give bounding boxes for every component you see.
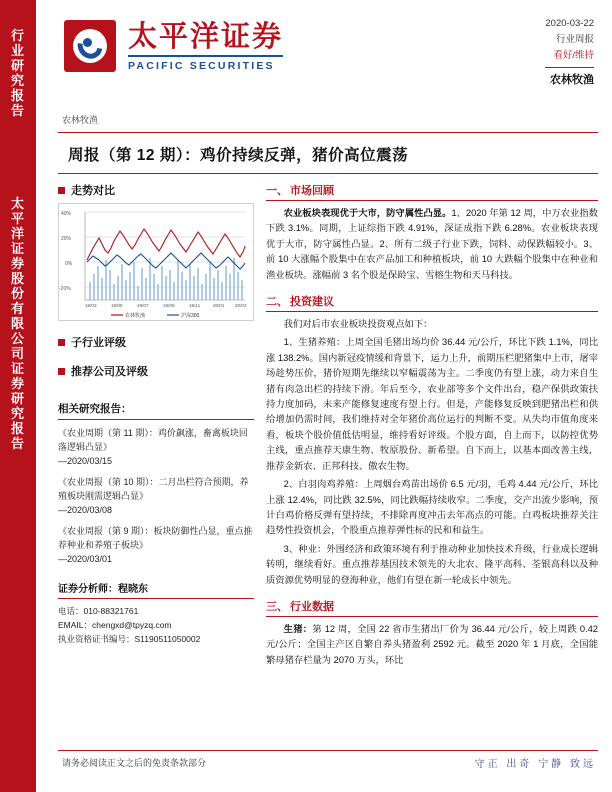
analyst-license: 执业资格证书编号：S1190511050002 xyxy=(58,634,201,644)
related-date: —2020/03/01 xyxy=(58,554,113,564)
paragraph: 3、种业：外围经济和政策环境有利于推动种业加快技术升级，行业成长逻辑转明，继续看好。重点推荐基因技术领先的大北农、隆平高科、荃银高科以及种质资源优势明显的登海种业，他们有望在新一轮成长中领先。 xyxy=(266,543,598,585)
logo-mark-icon xyxy=(64,20,116,72)
svg-text:19/09: 19/09 xyxy=(163,303,175,308)
left-column xyxy=(58,182,254,646)
subindustry-section xyxy=(58,334,254,350)
document-header xyxy=(36,0,612,100)
report-date: 2020-03-22 xyxy=(545,18,594,29)
section-heading xyxy=(266,293,598,312)
analyst-phone: 电话：010-88321761 xyxy=(58,606,139,616)
trend-chart-svg xyxy=(59,204,253,320)
analyst-block xyxy=(58,580,254,646)
section-title: 行业数据 xyxy=(290,600,334,613)
paragraph-text: 第 12 周，全国 22 省市生猪出厂价为 36.44 元/公斤，较上周跌 0.42 元/公斤；全国主产区自繁自养头猪盈利 2592 元。截至 2020 年 1 月底，全国能繁母猪存栏量为 2070 万头，环比 xyxy=(266,623,598,665)
svg-text:19/07: 19/07 xyxy=(137,303,149,308)
trend-heading xyxy=(58,182,254,198)
paragraph xyxy=(266,206,598,283)
paragraph-text: 1、2020 年第 12 周，中万农业指数下跌 3.1%。同期，上证综指下跌 4.91%，深证成指下跌 6.28%。农业板块表现优于大市，防守属性凸显。2、所有二级子行业下跌，饲料、动保跌幅较小。3、前 10 大涨幅个股集中在农产品加工和种植板块，前 10 大跌幅个股集中在种业和渔业板块。涨幅前 3 名个股是保龄宝、雪榕生物和天马科技。 xyxy=(266,208,598,280)
related-title: 《农业周期（第 11 期）：鸡价飙涨，畜禽板块回落逻辑凸显》 xyxy=(58,428,248,452)
right-column xyxy=(266,182,598,678)
report-type: 行业周报 xyxy=(555,34,594,45)
svg-text:40%: 40% xyxy=(61,211,72,217)
paragraph: 2、白羽肉鸡养殖：上周烟台鸡苗出场价 6.5 元/羽，毛鸡 4.44 元/公斤，环比上涨 12.4%，同比跌 32.5%，同比跌幅持续收窄。二季度，交产出流少影响，预计白鸡价格反弹有望持续，不排除再度冲击去年高点的可能。白鸡板块推荐关注趋势性投资机会，个股重点推荐弹性标的民和和益生。 xyxy=(266,479,598,536)
svg-text:沪深300: 沪深300 xyxy=(181,313,200,319)
footer-disclaimer: 请务必阅读正文之后的免责条款部分 xyxy=(62,758,207,768)
related-date: —2020/03/15 xyxy=(58,456,113,466)
bullet-square-icon xyxy=(58,368,65,375)
subindustry-heading xyxy=(58,334,254,350)
recommend-section xyxy=(58,363,254,379)
svg-text:农林牧渔: 农林牧渔 xyxy=(125,313,146,319)
sidebar-top-label: 行 业 研 究 报 告 xyxy=(10,28,25,118)
section-number: 三、 xyxy=(266,600,288,613)
trend-chart xyxy=(58,203,254,321)
bullet-square-icon xyxy=(58,339,65,346)
paragraph: 1、生猪养殖：上周全国毛猪出场均价 36.44 元/公斤，环比下跌 1.1%，同比涨 138.2%。国内新冠疫情缓和背景下，运力上升，前期压栏肥猪集中上市，屠宰场趁势压价，猪价短期先继续以窄幅震荡为主。二季度仍有望上涨，动力来自生猪有肉急出栏的持续下滑。年后至今，农业部等多个文件出台，稳产保供政策扶持力度加码，未来产能修复速度有望上行。但是，产能修复反映到肥猪出栏和供给增加仍需时间，我们维持对全年猪价高位运行的判断不变。从失均市值角度来看，板块个股价值低估明显，维持看好评级。个股方面，自上而下，以防控优势主线，重点推荐天康生物、牧原股份、新希望。自下而上，以基本面改善主线，推荐金新农、正邦科技、傲农生物。 xyxy=(266,337,598,471)
report-rating: 看好/维持 xyxy=(553,50,594,61)
paragraph-bold: 生猪： xyxy=(283,623,313,634)
brand-logo xyxy=(64,20,283,72)
svg-text:19/11: 19/11 xyxy=(189,303,201,308)
report-industry: 农林牧渔 xyxy=(550,74,594,86)
footer-slogan: 守正 出奇 宁静 致远 xyxy=(474,759,596,770)
related-title: 《农业周报（第 10 期）：二月出栏符合预期，养殖板块刚需逻辑凸显》 xyxy=(58,477,249,501)
section-title: 投资建议 xyxy=(290,296,334,309)
related-heading: 相关研究报告： xyxy=(58,401,254,420)
trend-heading-label: 走势对比 xyxy=(71,185,115,197)
bullet-square-icon xyxy=(58,187,65,194)
document-footer xyxy=(36,750,612,778)
section-industry-data xyxy=(266,598,598,668)
section-title: 市场回顾 xyxy=(290,185,334,197)
section-number: 一、 xyxy=(266,185,288,197)
svg-text:19/03: 19/03 xyxy=(85,303,97,308)
list-item[interactable] xyxy=(58,475,254,517)
svg-text:20%: 20% xyxy=(61,236,72,242)
list-item[interactable] xyxy=(58,426,254,468)
list-item[interactable] xyxy=(58,524,254,566)
recommend-heading-label: 推荐公司及评级 xyxy=(71,366,148,378)
svg-text:20/03: 20/03 xyxy=(235,303,247,308)
section-heading xyxy=(266,598,598,617)
subindustry-heading-label: 子行业评级 xyxy=(71,337,126,349)
trend-section xyxy=(58,182,254,321)
paragraph-bold: 农业板块表现优于大市，防守属性凸显。 xyxy=(283,208,452,218)
page-title: 周报（第 12 期）：鸡价持续反弹，猪价高位震荡 xyxy=(68,147,409,164)
related-title: 《农业周报（第 9 期）：板块防御性凸显，重点推荐种业和养殖子板块》 xyxy=(58,526,253,550)
svg-text:19/05: 19/05 xyxy=(111,303,123,308)
related-reports xyxy=(58,401,254,566)
svg-text:20/01: 20/01 xyxy=(213,303,225,308)
paragraph xyxy=(266,622,598,668)
logo-chinese-name: 太平洋证券 xyxy=(128,20,284,53)
logo-english-name: PACIFIC SECURITIES xyxy=(128,59,275,72)
left-red-sidebar xyxy=(0,0,36,792)
section-number: 二、 xyxy=(266,296,288,309)
section-heading xyxy=(266,182,598,201)
section-market-review xyxy=(266,182,598,283)
svg-text:-20%: -20% xyxy=(59,286,71,292)
paragraph: 我们对后市农业板块投资观点如下： xyxy=(283,319,433,330)
logo-divider xyxy=(128,55,283,57)
related-date: —2020/03/08 xyxy=(58,505,113,515)
svg-text:0%: 0% xyxy=(65,261,73,267)
industry-tag: 农林牧渔 xyxy=(62,115,99,125)
title-band xyxy=(36,132,612,174)
analyst-heading: 证券分析师：程晓东 xyxy=(58,580,254,599)
recommend-heading xyxy=(58,363,254,379)
section-investment-advice xyxy=(266,293,598,588)
sidebar-mid-label: 太 平 洋 证 券 股 份 有 限 公 司 证 券 研 究 报 告 xyxy=(10,196,25,451)
header-meta xyxy=(545,16,594,88)
analyst-email[interactable]: EMAIL：chengxd@tpyzq.com xyxy=(58,620,172,630)
